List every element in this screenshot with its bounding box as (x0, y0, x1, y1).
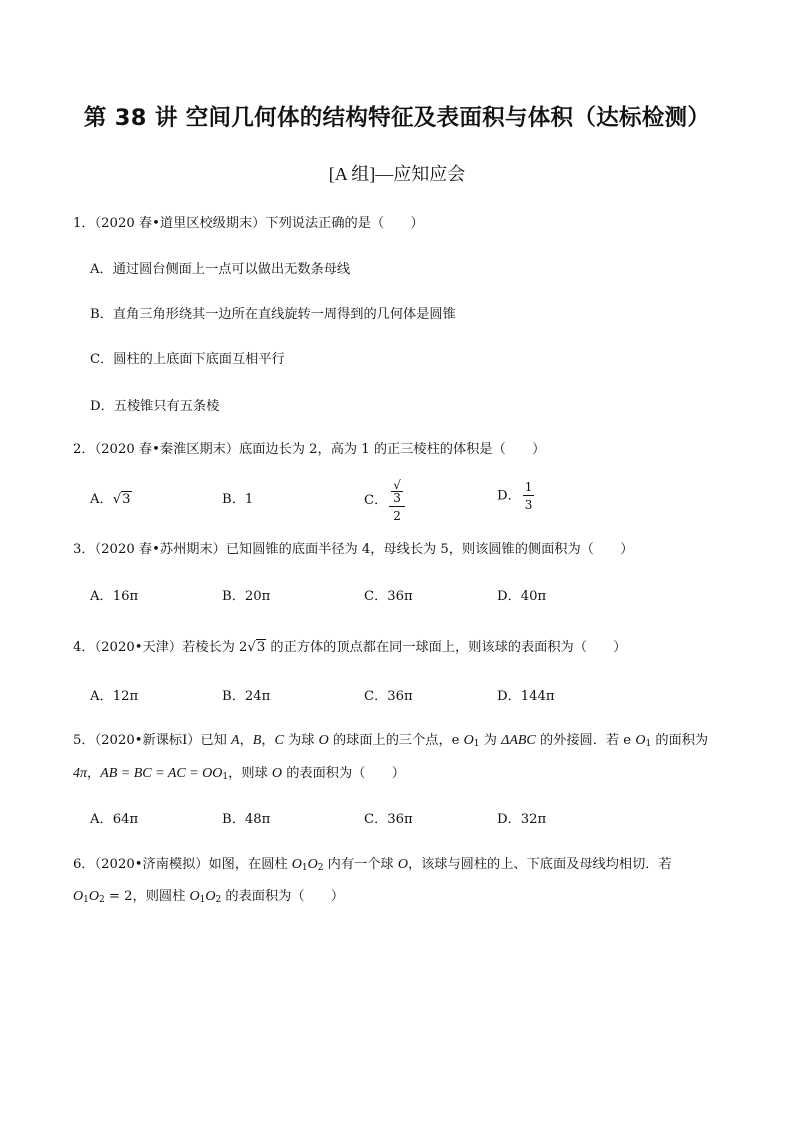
question-4-stem (73, 636, 626, 655)
question-4-option-c: C．36π (364, 689, 413, 704)
page-title: 第 38 讲 空间几何体的结构特征及表面积与体积（达标检测） (83, 105, 711, 131)
question-1-option-c: C．圆柱的上底面下底面互相平行 (90, 352, 285, 367)
fraction (523, 481, 535, 511)
option-label: C． (364, 493, 388, 508)
math-var: O (635, 733, 646, 748)
question-2-option-c (364, 479, 405, 522)
stem-text: 的面积为 (651, 733, 709, 748)
math-var: O (463, 733, 474, 748)
stem-text: 的表面积为（ ） (282, 766, 405, 781)
radicand: 3 (122, 492, 131, 507)
stem-text: 为球 (283, 733, 319, 748)
question-5-option-a: A．64π (90, 812, 139, 827)
subscript: 2 (215, 895, 222, 905)
sqrt-expression: √3 (112, 492, 131, 507)
math-var: B (252, 733, 262, 748)
question-1-option-d: D．五棱锥只有五条棱 (90, 399, 220, 414)
fraction-numerator: 1 (524, 480, 533, 494)
stem-text: ， (261, 733, 275, 748)
fraction (389, 479, 405, 522)
question-5-stem-line-2 (73, 762, 405, 782)
math-expression: 4π (73, 766, 88, 781)
question-3-option-c: C．36π (364, 589, 413, 604)
option-label: A． (90, 492, 113, 507)
subscript: 1 (645, 739, 652, 749)
math-expression: = 2 (104, 889, 133, 904)
stem-text: 的表面积为（ ） (221, 889, 345, 904)
stem-text: ， (239, 733, 253, 748)
fraction-numerator: √ 3 (389, 479, 405, 507)
stem-text: 的正方体的顶点都在同一球面上，则该球的表面积为（ ） (266, 640, 627, 655)
fraction-denominator: 3 (524, 498, 533, 512)
stem-text: 的外接圆．若 (535, 733, 624, 748)
question-3-option-a: A．16π (90, 589, 139, 604)
subscript: 1 (199, 895, 206, 905)
radicand: 3 (393, 491, 401, 505)
stem-text: ， (87, 766, 101, 781)
question-5-option-c: C．36π (364, 812, 413, 827)
math-var: O (73, 889, 84, 904)
question-3-stem: 3．（2020 春•苏州期末）已知圆锥的底面半径为 4，母线长为 5，则该圆锥的侧面积为（ ） (73, 542, 634, 557)
question-6-stem-line-1 (73, 853, 672, 873)
math-expression: AB = BC = AC = OO (100, 766, 223, 781)
question-4-option-b: B．24π (222, 689, 271, 704)
question-6-stem-line-2 (73, 885, 344, 905)
math-var: O (318, 733, 329, 748)
circle-symbol: e (623, 733, 632, 748)
subscript: 2 (98, 895, 105, 905)
question-5-option-d: D．32π (497, 812, 547, 827)
math-var: O (397, 857, 408, 872)
math-var: O (88, 889, 99, 904)
question-4-option-a: A．12π (90, 689, 139, 704)
question-5-stem-line-1 (73, 729, 708, 749)
subscript: 1 (473, 739, 480, 749)
stem-text: ，则球 (228, 766, 272, 781)
stem-text: 6．（2020•济南模拟）如图，在圆柱 (73, 857, 292, 872)
stem-text: ，则圆柱 (132, 889, 190, 904)
math-var: O (307, 857, 318, 872)
option-label: D． (497, 488, 521, 504)
stem-text: 4．（2020•天津）若棱长为 2 (73, 640, 248, 655)
question-1-option-a: A．通过圆台侧面上一点可以做出无数条母线 (90, 262, 351, 277)
question-2-stem: 2．（2020 春•秦淮区期末）底面边长为 2，高为 1 的正三棱柱的体积是（ ） (73, 442, 546, 457)
question-2-option-b: B．1 (222, 492, 254, 507)
question-3-option-d: D．40π (497, 589, 547, 604)
stem-text: ，该球与圆柱的上、下底面及母线均相切．若 (407, 857, 672, 872)
stem-text: 的球面上的三个点， (328, 733, 452, 748)
math-var: O (291, 857, 302, 872)
question-3-option-b: B．20π (222, 589, 271, 604)
question-4-option-d: D．144π (497, 689, 555, 704)
question-2-option-d (497, 481, 534, 511)
stem-text: 为 (479, 733, 502, 748)
question-5-option-b: B．48π (222, 812, 271, 827)
stem-text: 内有一个球 (323, 857, 398, 872)
section-subtitle: [A 组]—应知应会 (328, 164, 466, 184)
subscript: 1 (301, 863, 308, 873)
sqrt-expression: √3 (247, 640, 266, 655)
subscript: 1 (222, 772, 229, 782)
math-var: A (231, 733, 240, 748)
circle-symbol: e (451, 733, 460, 748)
question-2-option-a (90, 488, 132, 507)
fraction-denominator: 2 (393, 509, 401, 523)
radicand: 3 (256, 640, 266, 655)
question-1-stem: 1．（2020 春•道里区校级期末）下列说法正确的是（ ） (73, 216, 424, 231)
math-var: C (274, 733, 284, 748)
subscript: 2 (317, 863, 324, 873)
math-var: O (271, 766, 283, 781)
subscript: 1 (83, 895, 89, 905)
stem-text: 5．（2020•新课标Ⅰ）已知 (73, 733, 232, 748)
math-var: O (189, 889, 200, 904)
math-var: O (205, 889, 216, 904)
question-1-option-b: B．直角三角形绕其一边所在直线旋转一周得到的几何体是圆锥 (90, 307, 456, 322)
math-expression: ΔABC (501, 733, 536, 748)
